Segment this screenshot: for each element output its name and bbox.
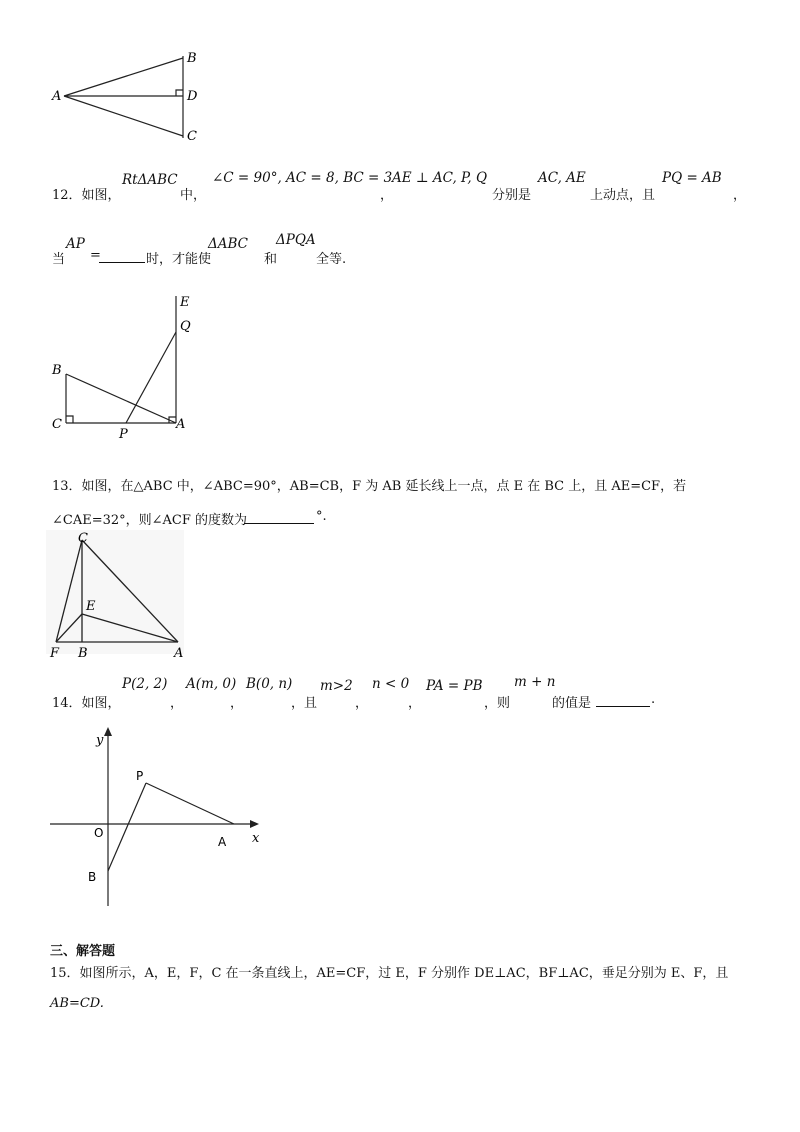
label-a: A — [176, 417, 186, 432]
q12-rt-abc: RtΔABC — [122, 172, 178, 188]
label-f: F — [50, 646, 60, 661]
label-b: B — [187, 51, 197, 66]
q14-sep4: ， — [408, 696, 422, 711]
q12-comma1: ， — [380, 188, 394, 203]
q14-n-lt: n < 0 — [372, 676, 410, 692]
label-a: A — [218, 835, 227, 849]
segment-bp — [108, 783, 146, 871]
segment-pq — [126, 332, 176, 423]
label-a: A — [52, 89, 62, 104]
q12-pq-ab: PQ = AB — [662, 170, 722, 186]
q12-conditions: ∠C = 90°, AC = 8, BC = 3 — [212, 170, 393, 186]
segment-ac — [64, 96, 183, 136]
figure-q13 — [46, 530, 196, 662]
q14-sep3: ， — [355, 696, 369, 711]
q12-answer-blank[interactable] — [99, 249, 145, 263]
q12-shi: 时，才能使 — [146, 252, 212, 267]
segment-pa — [146, 783, 234, 824]
label-o: O — [94, 826, 104, 840]
segment-ba — [66, 374, 176, 423]
figure-q14 — [46, 726, 276, 916]
right-angle-mark — [176, 90, 183, 96]
figure-q12 — [46, 292, 206, 440]
q14-p: P(2, 2) — [122, 676, 168, 692]
figure-background — [46, 530, 184, 654]
label-e: E — [86, 599, 96, 614]
q14-number: 14．如图， — [52, 696, 121, 711]
q14-a: A(m, 0) — [186, 676, 237, 692]
q12-tri-abc: ΔABC — [208, 236, 248, 252]
q12-quandeng: 全等. — [316, 252, 347, 267]
q13-line1: 13．如图，在△ABC 中，∠ABC=90°，AB=CB，F 为 AB 延长线上一点，点 E 在 BC 上，且 AE=CF，若 — [52, 479, 687, 494]
q12-zhong: 中， — [180, 188, 207, 203]
segment-ab — [64, 58, 183, 96]
q12-number: 12．如图， — [52, 188, 121, 203]
q12-ae-perp: AE ⊥ AC, P, Q — [392, 170, 488, 186]
q12-shangdongdian: 上动点，且 — [590, 188, 656, 203]
label-p: P — [119, 427, 128, 440]
x-axis-arrow — [250, 820, 259, 828]
q13-line2-pre: ∠CAE=32°，则∠ACF 的度数为 — [52, 513, 248, 528]
q14-m-gt: m>2 — [320, 678, 353, 694]
label-b: B — [78, 646, 88, 661]
y-axis-arrow — [104, 727, 112, 736]
q12-comma2: ， — [733, 188, 747, 203]
q14-sep2: ， — [230, 696, 244, 711]
q14-ze: ，则 — [484, 696, 511, 711]
q15-line2: AB=CD. — [50, 996, 104, 1011]
q14-answer-blank[interactable] — [596, 693, 650, 707]
q14-period: . — [651, 692, 656, 707]
q13-answer-blank[interactable] — [244, 510, 314, 524]
q12-equals: = — [90, 248, 101, 263]
label-p: P — [136, 769, 144, 783]
q12-tri-pqa: ΔPQA — [276, 232, 316, 248]
q14-b: B(0, n) — [246, 676, 293, 692]
section-title: 三、解答题 — [50, 944, 116, 959]
q12-ap: AP — [66, 236, 85, 252]
q13-line2-post: °. — [316, 509, 327, 524]
q12-ac-ae: AC, AE — [538, 170, 586, 186]
right-angle-mark-c — [66, 416, 73, 423]
label-b: B — [88, 870, 97, 884]
figure-triangle-abd — [50, 48, 210, 148]
label-y: y — [96, 733, 104, 748]
label-c: C — [187, 129, 197, 144]
q14-m-plus-n: m + n — [514, 674, 556, 690]
label-q: Q — [180, 319, 191, 334]
q14-pa-pb: PA = PB — [426, 678, 483, 694]
q12-he: 和 — [264, 252, 278, 267]
q14-sep1: ， — [170, 696, 184, 711]
label-c: C — [78, 531, 88, 546]
q14-qie: ，且 — [291, 696, 318, 711]
label-b: B — [52, 363, 62, 378]
q12-dang: 当 — [52, 252, 66, 267]
label-x: x — [252, 831, 260, 846]
label-a: A — [174, 646, 184, 661]
label-e: E — [180, 295, 190, 310]
label-c: C — [52, 417, 62, 432]
q14-zhi: 的值是 — [552, 696, 592, 711]
q15-line1: 15．如图所示，A，E，F，C 在一条直线上，AE=CF，过 E，F 分别作 DE⊥AC，BF⊥AC，垂足分别为 E、F，且 — [50, 966, 729, 981]
q12-fenbieshi: 分别是 — [492, 188, 532, 203]
label-d: D — [187, 89, 198, 104]
